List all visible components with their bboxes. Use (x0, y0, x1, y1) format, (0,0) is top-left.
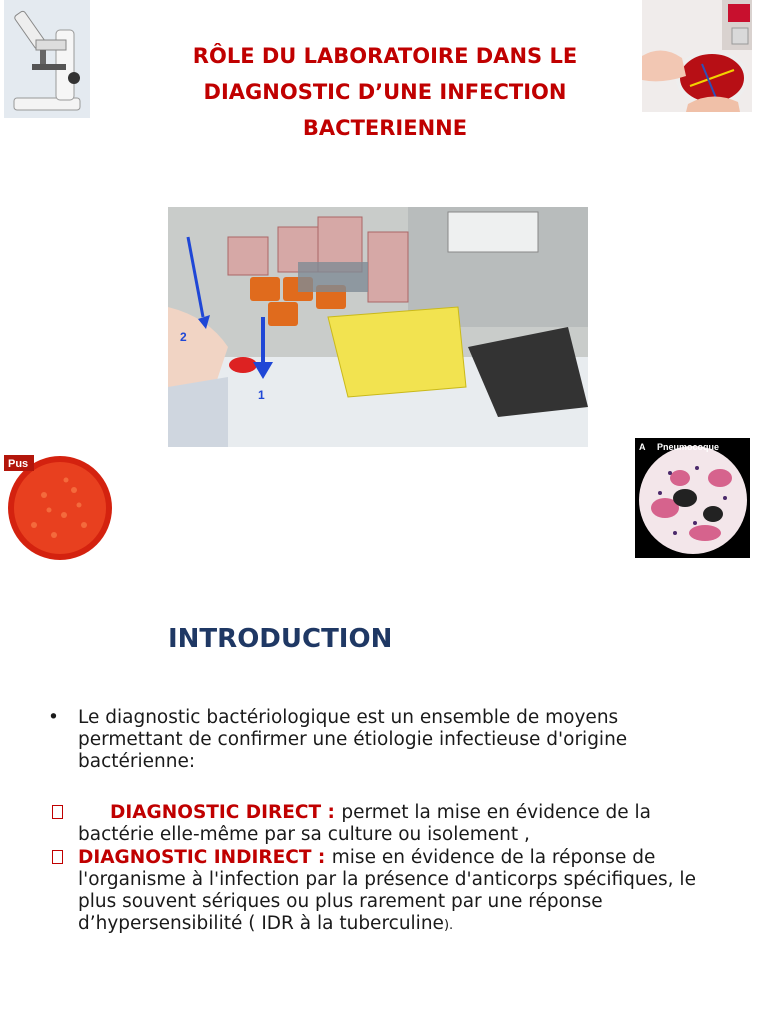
page-title (150, 38, 620, 146)
pneumococcus-microscopy-image (635, 438, 750, 558)
diagnostic-indirect-text: mise en évidence de la réponse de l'organisme à l'infection par la présence d'anticorps spécifiques, le plus souvent sériques ou plus rarement par une réponse d’hypersensibilité ( IDR à la tuberculine (78, 847, 696, 934)
diagnostic-indirect-tail: ). (443, 918, 454, 933)
checkbox-icon (52, 805, 63, 819)
intro-paragraph (48, 707, 708, 773)
intro-text: Le diagnostic bactériologique est un ensemble de moyens permettant de confirmer une étiologie infectieuse d'origine bactérienne: (78, 707, 628, 772)
list-item-diagnostic-direct (52, 802, 712, 846)
title-line-1: RÔLE DU LABORATOIRE DANS LE (192, 44, 578, 68)
pneumo-panel-letter: A (639, 442, 646, 452)
diagnostic-direct-label: DIAGNOSTIC DIRECT : (110, 802, 342, 823)
lab-arrow-2-label: 2 (180, 330, 187, 344)
diagnostic-indirect-label: DIAGNOSTIC INDIRECT : (78, 847, 332, 868)
title-line-3: BACTERIENNE (302, 116, 468, 140)
bullet-icon: • (48, 707, 59, 728)
pneumo-label: Pneumocoque (657, 442, 720, 452)
microscope-image (4, 0, 90, 118)
title-line-2: DIAGNOSTIC D’UNE INFECTION (203, 80, 567, 104)
list-item-body (78, 802, 712, 846)
list-item-diagnostic-indirect (52, 847, 712, 937)
pus-culture-image (4, 455, 115, 561)
diagnostic-direct-text: permet la mise en évidence de la bactérie elle-même par sa culture ou isolement , (78, 802, 651, 845)
petri-dish-hands-image (642, 0, 752, 112)
list-item-body (78, 847, 712, 937)
introduction-heading: INTRODUCTION (168, 624, 393, 654)
checkbox-icon (52, 850, 63, 864)
lab-arrow-1-label: 1 (258, 388, 265, 402)
pus-label: Pus (8, 458, 29, 470)
laboratory-bench-image (168, 207, 588, 447)
